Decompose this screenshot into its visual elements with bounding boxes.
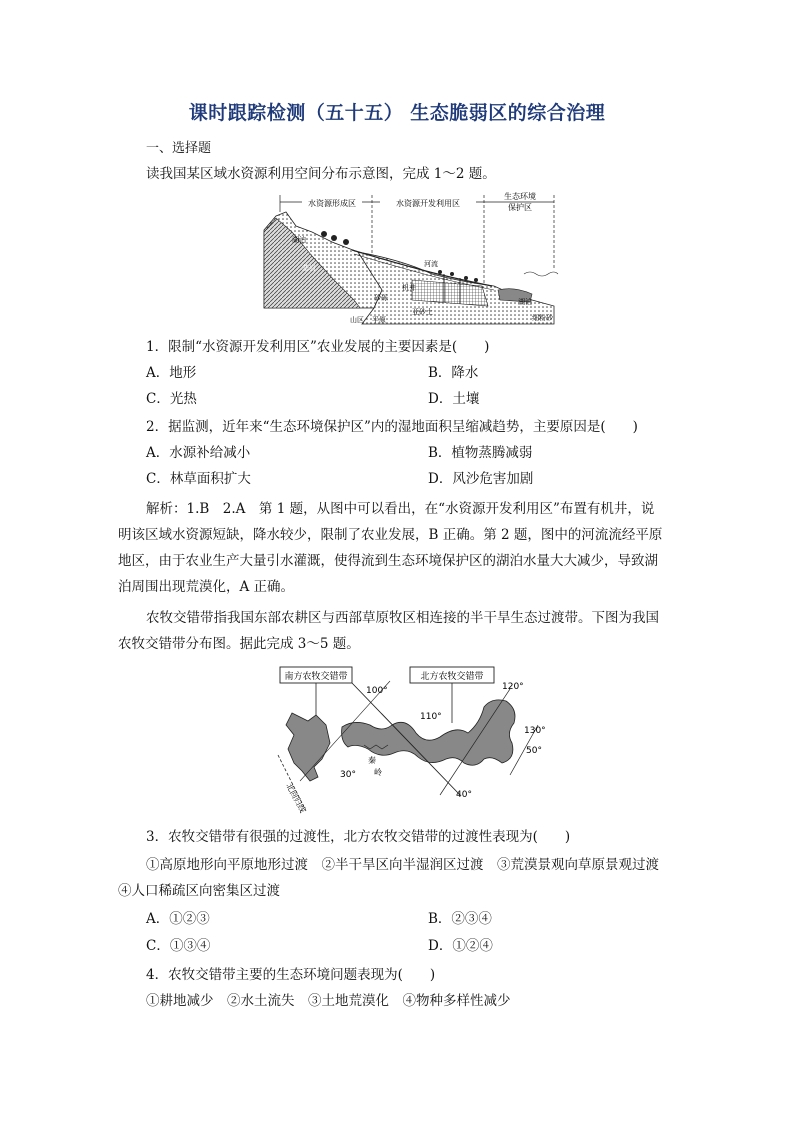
mountain-label: 山区 [350,316,364,324]
lake-label-2: 湖泊 [518,298,532,306]
degree-120: 120° [502,682,524,692]
q3-option-c: C．①③④ [146,938,211,954]
south-ecotone-label: 南方农牧交错带 [284,672,348,682]
zone-protection-label-2: 保护区 [508,203,532,212]
degree-110: 110° [420,712,442,722]
q2-stem: 2．据监测，近年来“生态环境保护区”内的湿地面积呈缩减趋势，主要原因是( ) [146,419,638,435]
finesand-label: 细粉砂 [532,314,553,322]
zone-development-label: 水资源开发利用区 [396,199,460,208]
zone-protection-label-1: 生态环境 [504,192,536,201]
degree-40: 40° [456,790,472,800]
q1-option-b: B．降水 [428,365,479,381]
intro-2-line-2: 农牧交错带分布图。据此完成 3～5 题。 [118,636,360,652]
q3-option-a: A．①②③ [146,911,210,927]
well-label: 机井 [402,284,416,292]
answer-line-3: 地区，由于农业生产大量引水灌溉，使得流到生态环境保护区的湖泊水量大大减少，导致湖 [118,553,658,569]
intro-2-line-1: 农牧交错带指我国东部农耕区与西部草原牧区相连接的半干旱生态过渡带。下图为我国 [146,610,659,626]
q2-option-a: A．水源补给减小 [146,445,251,461]
figure-water-profile [262,190,562,326]
q4-stem: 4．农牧交错带主要的生态环境问题表现为( ) [146,967,436,983]
q3-stem: 3．农牧交错带有很强的过渡性，北方农牧交错带的过渡性表现为( ) [146,829,571,845]
answer-line-4: 泊周围出现荒漠化，A 正确。 [118,579,295,595]
degree-30: 30° [340,770,356,780]
q2-option-d: D．风沙危害加剧 [428,471,534,487]
q3-options-line-2: ④人口稀疏区向密集区过渡 [118,883,280,899]
q2-option-b: B．植物蒸腾减弱 [428,445,533,461]
qinling-label-qin: 秦 [368,756,376,765]
river-label: 河流 [424,260,438,268]
lake-label-1: 湖泊 [292,236,306,244]
figure-ecotone-map [270,663,550,815]
section-heading: 一、选择题 [146,141,212,156]
q1-stem: 1．限制“水资源开发利用区”农业发展的主要因素是( ) [146,339,490,355]
bedrock-label: 基岩 [302,264,316,272]
degree-50: 50° [526,746,542,756]
plain-label: 平原 [372,316,386,324]
gravel-label: 砂砾 [374,294,388,302]
q3-option-b: B．②③④ [428,911,492,927]
q1-option-c: C．光热 [146,391,197,407]
q1-option-a: A．地形 [146,365,197,381]
qinling-label-ling: 岭 [374,768,382,777]
answer-line-2: 明该区域水资源短缺，降水较少，限制了农业发展，B 正确。第 2 题，图中的河流流经平原 [118,527,663,543]
intro-1: 读我国某区域水资源利用空间分布示意图，完成 1～2 题。 [146,166,496,182]
answer-line-1: 解析：1.B 2.A 第 1 题，从图中可以看出，在“水资源开发利用区”布置有机井，说 [146,501,655,517]
zone-formation-label: 水资源形成区 [308,199,356,208]
north-ecotone-label: 北方农牧交错带 [420,672,484,682]
q3-option-d: D．①②④ [428,938,493,954]
q3-options-line-1: ①高原地形向平原地形过渡 ②半干旱区向半湿润区过渡 ③荒漠景观向草原景观过渡 [146,857,659,873]
q2-option-c: C．林草面积扩大 [146,471,251,487]
degree-100: 100° [366,686,388,696]
tropic-label: 北回归线 [284,781,308,815]
q1-option-d: D．土壤 [428,391,480,407]
subclay-label: 亚砂土 [412,308,433,316]
degree-130: 130° [524,726,546,736]
q4-options: ①耕地减少 ②水土流失 ③土地荒漠化 ④物种多样性减少 [146,993,511,1009]
page-title: 课时跟踪检测（五十五） 生态脆弱区的综合治理 [188,102,606,124]
